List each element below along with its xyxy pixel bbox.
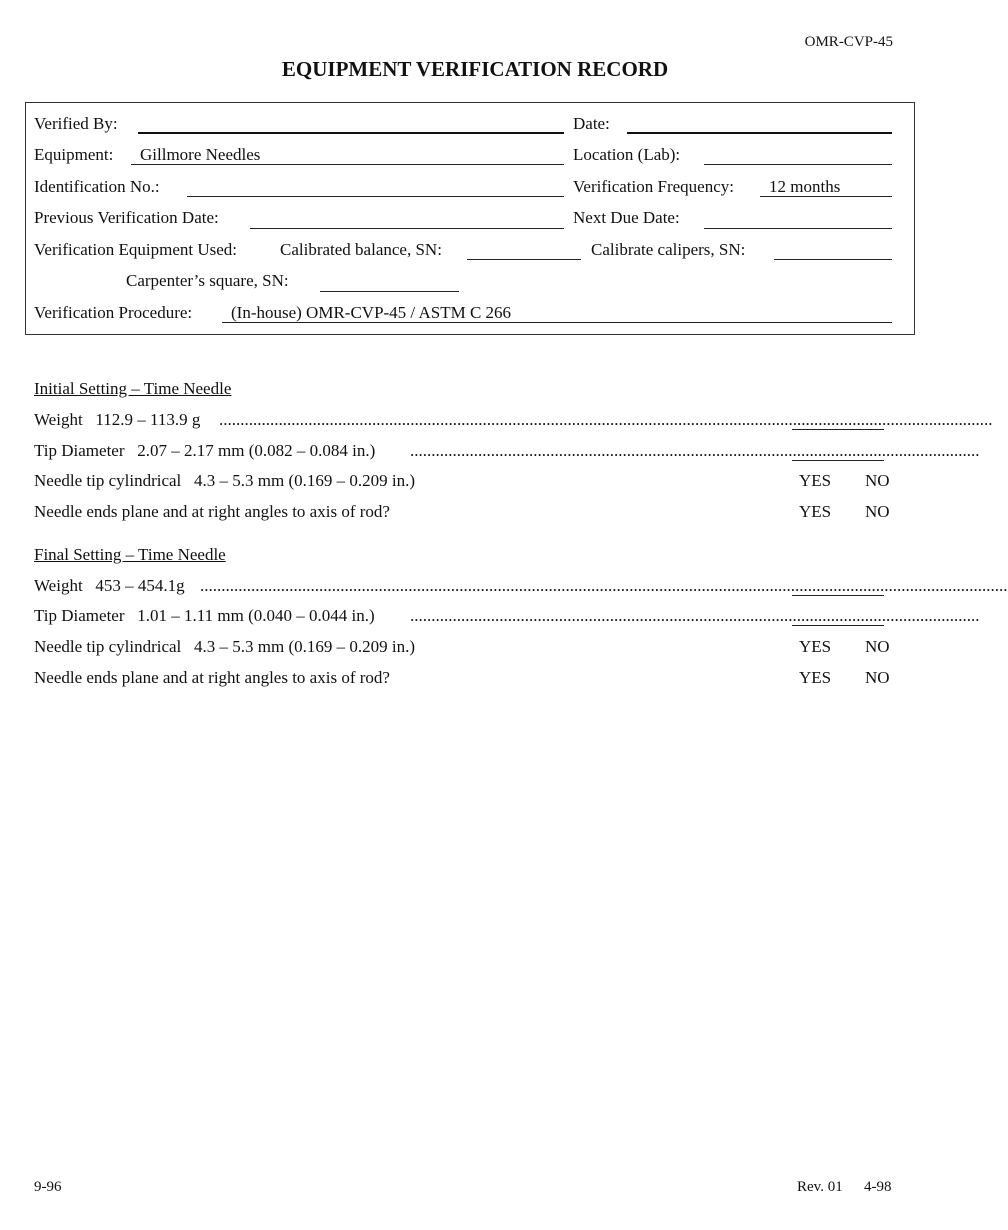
initial-plane-yes[interactable]: YES <box>799 502 832 521</box>
final-weight-field[interactable] <box>792 595 884 596</box>
footer-revision-date: 4-98 <box>864 1179 892 1195</box>
final-cylindrical-label: Needle tip cylindrical 4.3 – 5.3 mm (0.169 – 0.209 in.) <box>34 637 416 656</box>
final-plane-label: Needle ends plane and at right angles to axis of rod? <box>34 668 390 687</box>
next-due-field[interactable] <box>704 228 892 229</box>
procedure-value: (In-house) OMR-CVP-45 / ASTM C 266 <box>231 303 512 322</box>
square-sn-field[interactable] <box>320 291 459 292</box>
date-field[interactable] <box>627 132 892 134</box>
balance-label: Calibrated balance, SN: <box>280 240 442 259</box>
initial-cylindrical-yes[interactable]: YES <box>799 471 832 490</box>
leader-dots: ...................................................................................................................................................................................... <box>219 410 993 429</box>
initial-tip-diameter-label: Tip Diameter 2.07 – 2.17 mm (0.082 – 0.084 in.) <box>34 441 376 460</box>
equipment-value: Gillmore Needles <box>140 145 261 164</box>
procedure-label: Verification Procedure: <box>34 303 193 322</box>
identification-field[interactable] <box>187 196 564 197</box>
initial-weight-field[interactable] <box>792 429 884 430</box>
leader-dots: ...................................................................................................................................... <box>410 606 980 625</box>
balance-sn-field[interactable] <box>467 259 581 260</box>
calipers-sn-field[interactable] <box>774 259 892 260</box>
initial-plane-no[interactable]: NO <box>865 502 890 521</box>
identification-label: Identification No.: <box>34 177 160 196</box>
final-plane-no[interactable]: NO <box>865 668 890 687</box>
initial-cylindrical-label: Needle tip cylindrical 4.3 – 5.3 mm (0.169 – 0.209 in.) <box>34 471 416 490</box>
final-tip-diameter-field[interactable] <box>792 625 884 626</box>
final-weight-label: Weight 453 – 454.1g <box>34 576 185 595</box>
footer-date: 9-96 <box>34 1179 62 1195</box>
equipment-label: Equipment: <box>34 145 114 164</box>
final-cylindrical-yes[interactable]: YES <box>799 637 832 656</box>
final-cylindrical-no[interactable]: NO <box>865 637 890 656</box>
calipers-label: Calibrate calipers, SN: <box>591 240 746 259</box>
date-label: Date: <box>573 114 610 133</box>
initial-cylindrical-no[interactable]: NO <box>865 471 890 490</box>
leader-dots: .............................................................................................................................................................................................. <box>200 576 1008 595</box>
final-plane-yes[interactable]: YES <box>799 668 832 687</box>
initial-tip-diameter-field[interactable] <box>792 460 884 461</box>
verified-by-field[interactable] <box>138 132 564 134</box>
initial-weight-label: Weight 112.9 – 113.9 g <box>34 410 201 429</box>
previous-date-label: Previous Verification Date: <box>34 208 219 227</box>
equipment-used-label: Verification Equipment Used: <box>34 240 238 259</box>
final-tip-diameter-label: Tip Diameter 1.01 – 1.11 mm (0.040 – 0.044 in.) <box>34 606 375 625</box>
location-label: Location (Lab): <box>573 145 681 164</box>
footer-revision: Rev. 01 <box>797 1179 843 1195</box>
location-field[interactable] <box>704 164 892 165</box>
final-setting-heading: Final Setting – Time Needle <box>34 545 226 564</box>
leader-dots: ...................................................................................................................................... <box>410 441 980 460</box>
frequency-value: 12 months <box>769 177 841 196</box>
page-title: EQUIPMENT VERIFICATION RECORD <box>281 57 669 81</box>
next-due-label: Next Due Date: <box>573 208 680 227</box>
previous-date-field[interactable] <box>250 228 564 229</box>
document-code: OMR-CVP-45 <box>804 34 893 50</box>
square-label: Carpenter’s square, SN: <box>126 271 289 290</box>
frequency-label: Verification Frequency: <box>573 177 734 196</box>
verified-by-label: Verified By: <box>34 114 118 133</box>
initial-setting-heading: Initial Setting – Time Needle <box>34 379 232 398</box>
initial-plane-label: Needle ends plane and at right angles to axis of rod? <box>34 502 390 521</box>
